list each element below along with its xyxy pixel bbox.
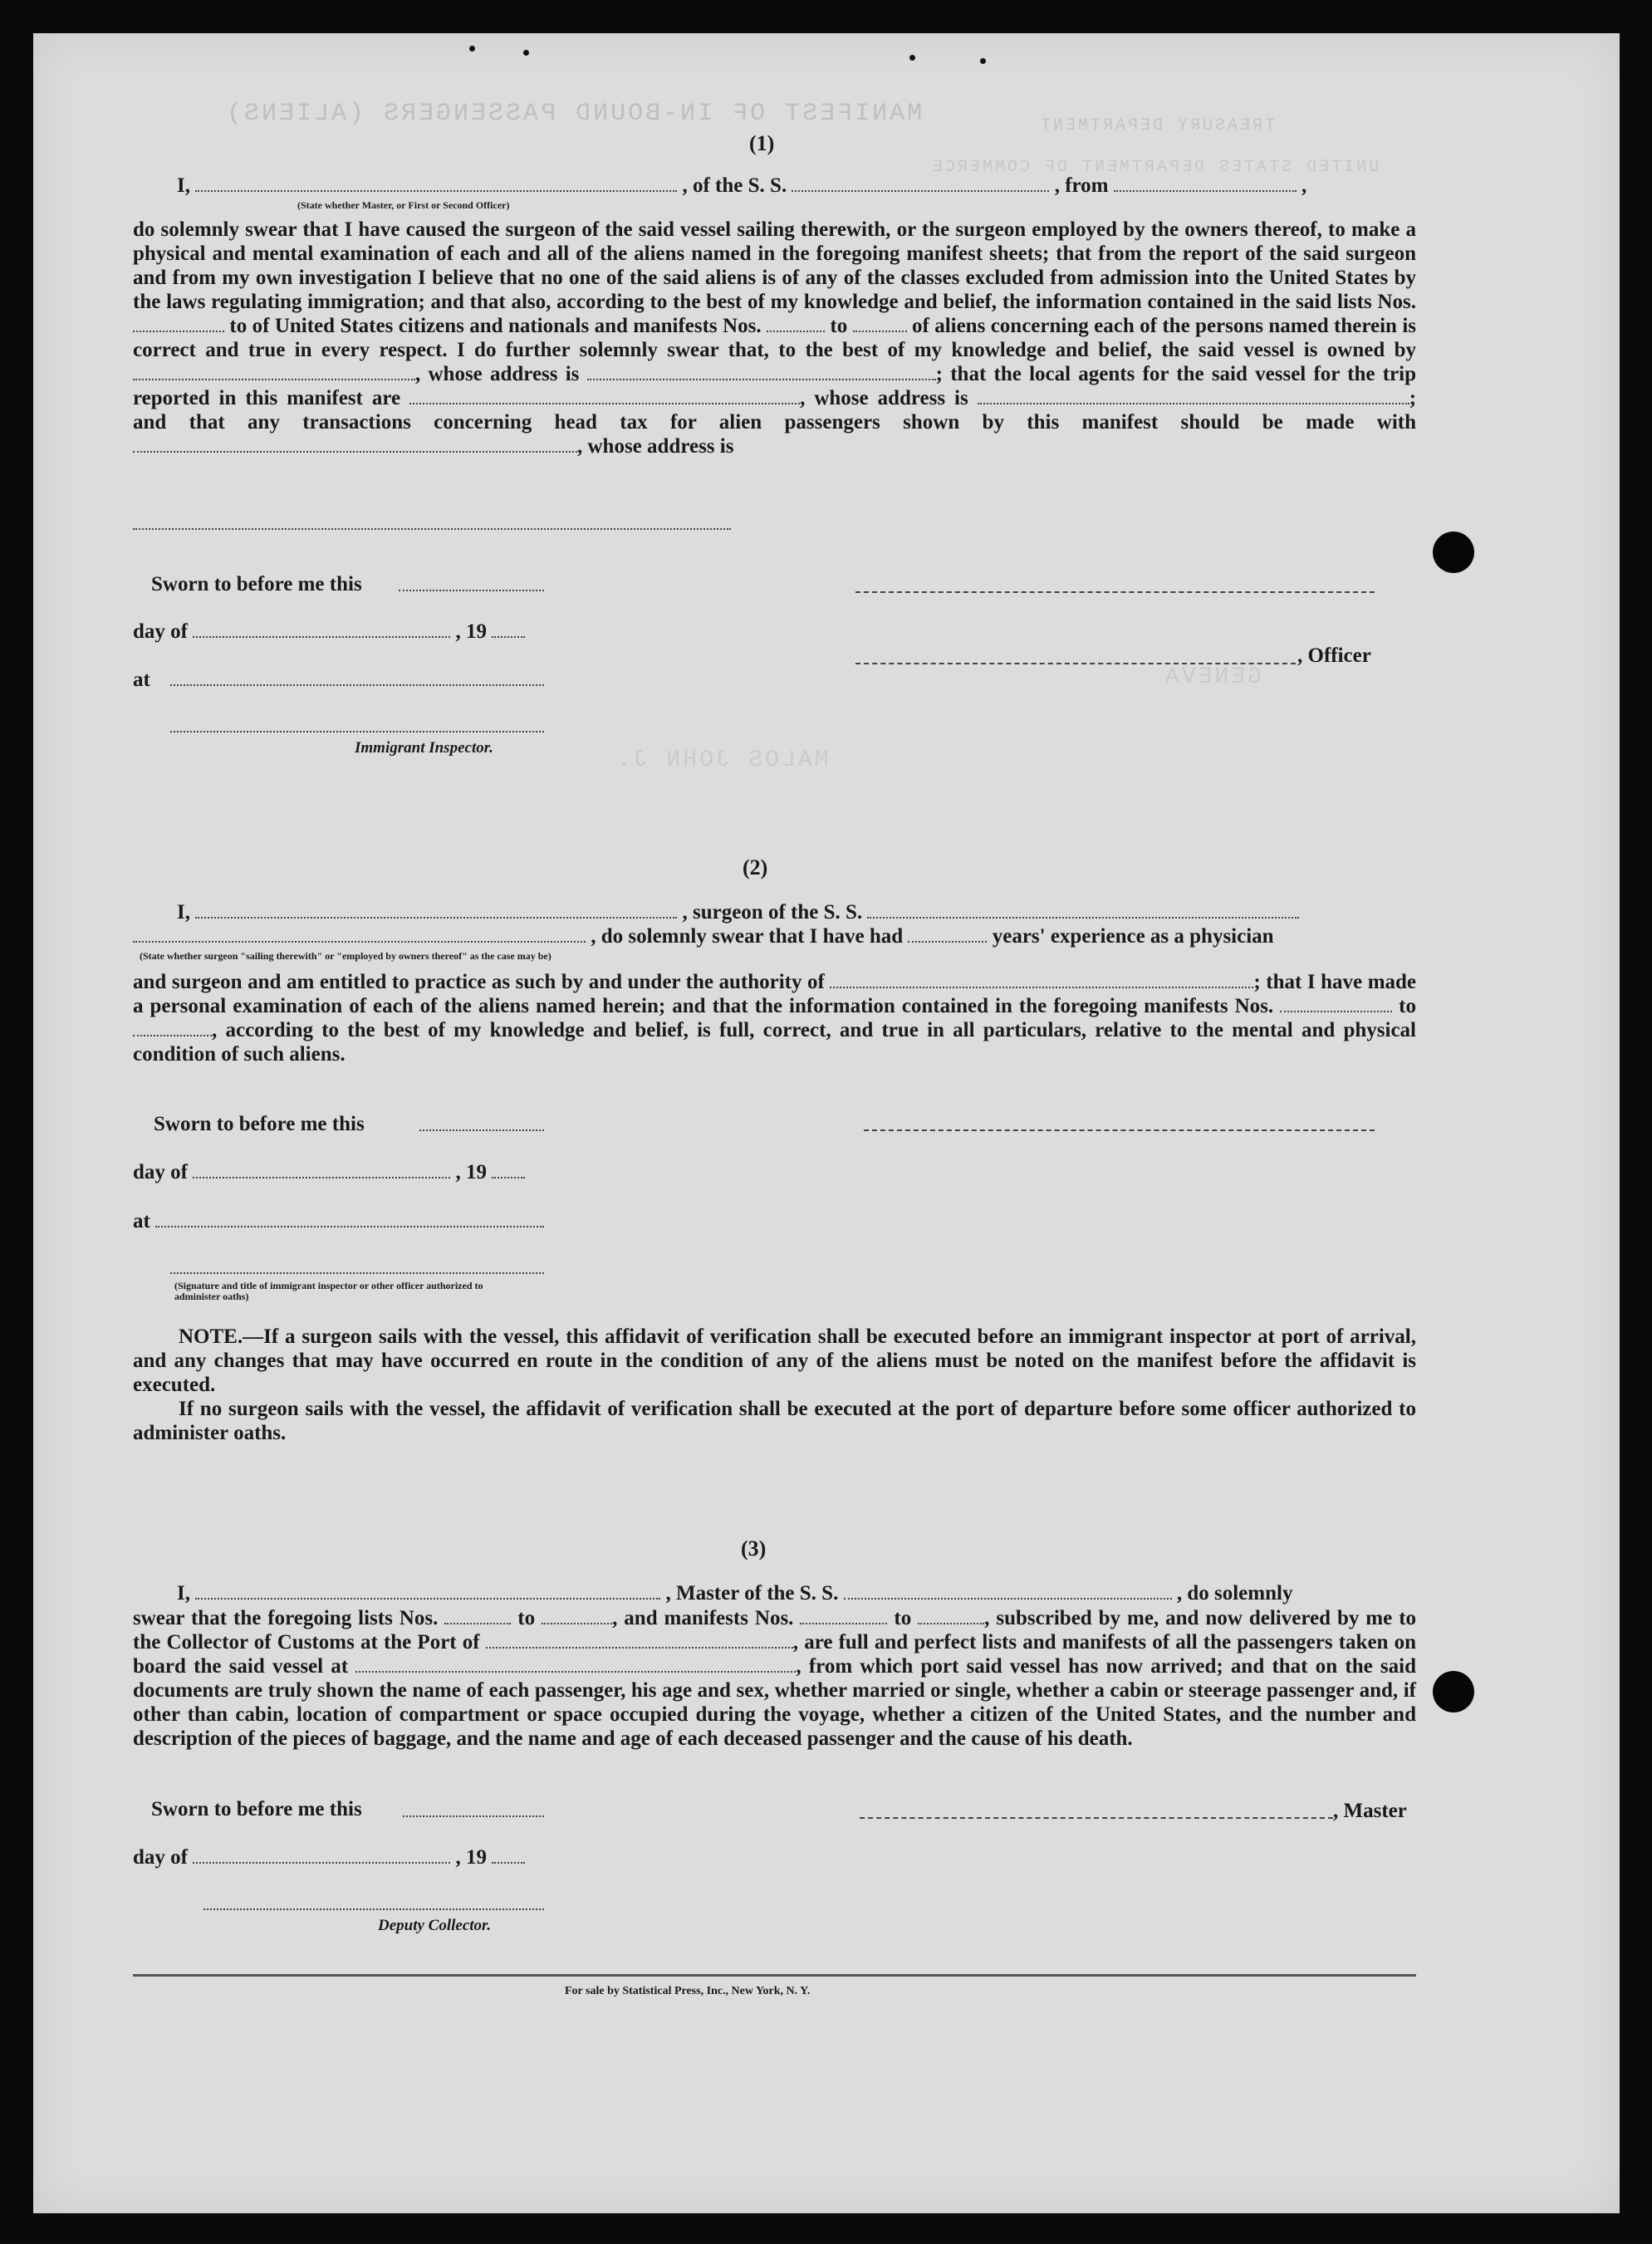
s2-sworn: Sworn to before me this bbox=[154, 1113, 365, 1135]
s1-officer-field bbox=[195, 175, 677, 192]
bleed-through: MALOS JOHN J. bbox=[615, 747, 829, 773]
s3-paragraph: swear that the foregoing lists Nos. to , and manifests Nos. to , subscribed by me, and now delivered by me to the Collector of Customs at the Port of , are full and perfect lists and manifests of all the passengers taken on board the said vessel at , from which port said vessel has now arrived; and that on the said documents are truly shown the name of each passenger, his age and sex, whether married or single, whether a cabin or steerage passenger and, if other than cabin, location of compartment or space occupied during the voyage, whether a citizen of the United States, and the number and description of the pieces of baggage, and the name and age of each deceased passenger and the cause of his death. bbox=[133, 1607, 1417, 1750]
s2-signer-hint: (Signature and title of immigrant inspector or other officer authorized to administer oaths) bbox=[174, 1280, 483, 1302]
bleed-through: MANIFEST OF IN-BOUND PASSENGERS (ALIENS) bbox=[224, 100, 923, 128]
s1-text-3: of aliens concerning each of the persons named therein is correct and true in every respect. I do further solemnly swear that, to the best of my knowledge and belief, the said vessel is owned by bbox=[133, 315, 1417, 361]
s1-whose-address-end: , whose address is bbox=[577, 435, 734, 458]
note-label: NOTE. bbox=[179, 1325, 243, 1348]
speck bbox=[980, 58, 986, 64]
s1-to-2: to bbox=[830, 315, 848, 337]
footer-rule bbox=[133, 1974, 1416, 1977]
s1-whose-address: , whose address is bbox=[415, 363, 580, 385]
s1-agents-address bbox=[978, 388, 1409, 404]
s3-lists-from bbox=[444, 1608, 511, 1624]
note-text-1: —If a surgeon sails with the vessel, this affidavit of verification shall be executed before an immigrant inspector at port of arrival, and any changes that may have occurred en route in the condition of any of the aliens must be noted on the manifest before the affidavit is executed. bbox=[133, 1325, 1416, 1396]
s1-manifest-to bbox=[853, 316, 907, 332]
s1-address-line bbox=[133, 528, 731, 530]
s3-port-departure bbox=[355, 1656, 796, 1673]
s3-ship-field bbox=[844, 1583, 1172, 1600]
speck bbox=[909, 55, 915, 61]
s2-line2: , do solemnly swear that I have had years' experience as a physician bbox=[133, 925, 1274, 948]
s1-to: to bbox=[229, 315, 248, 337]
s1-paragraph: do solemnly swear that I have caused the surgeon of the said vessel sailing therewith, or the surgeon employed by the owners thereof, to make a physical and mental examination of each and all of the aliens named in the foregoing manifest sheets; that from the report of the said surgeon and from my own investigation I believe that no one of the said aliens is of any of the classes excluded from admission into the United States by the laws regulating immigration; and that also, according to the best of my knowledge and belief, the information contained in the said lists Nos. to of United States citizens and nationals and manifests Nos. to of aliens concerning each of the persons named therein is correct and true in every respect. I do further solemnly swear that, to the best of my knowledge and belief, the said vessel is owned by , whose address is ; that the local agents for the said vessel for the trip reported in this manifest are , whose address is ; and that any transactions concerning head tax for alien passengers shown by this manifest should be made with , whose address is bbox=[133, 218, 1417, 458]
s1-at-line bbox=[170, 684, 544, 686]
s1-from: , from bbox=[1054, 174, 1109, 197]
s2-at-line bbox=[155, 1226, 544, 1227]
s3-sworn-line bbox=[403, 1815, 544, 1817]
s1-whose-address-is: whose address is bbox=[814, 387, 968, 409]
s2-to-field bbox=[133, 1020, 212, 1036]
s3-day-field bbox=[193, 1847, 450, 1864]
s2-authority-field bbox=[830, 972, 1253, 988]
note-block bbox=[133, 1325, 1416, 1445]
s2-at: at bbox=[133, 1210, 150, 1232]
s2-sig-line bbox=[864, 1129, 1375, 1131]
s1-officer-label: , Officer bbox=[1297, 644, 1371, 667]
s3-name-field bbox=[195, 1583, 660, 1600]
s2-from-field bbox=[1280, 996, 1392, 1012]
footer-imprint: For sale by Statistical Press, Inc., New York, N. Y. bbox=[565, 1985, 811, 1997]
s2-sworn-line bbox=[419, 1129, 544, 1131]
s3-port-field bbox=[486, 1632, 793, 1649]
s3-master-label: , Master bbox=[1333, 1800, 1407, 1822]
s1-i: I, bbox=[177, 174, 190, 197]
s3-day-of: day of , 19 bbox=[133, 1846, 525, 1869]
s1-day-field bbox=[193, 621, 450, 638]
s1-officer-sig-line bbox=[855, 591, 1375, 593]
s3-manifests-from bbox=[800, 1608, 887, 1624]
s1-text-1: do solemnly swear that I have caused the surgeon of the said vessel sailing therewith, or the surgeon employed by the owners thereof, to make a physical and mental examination of each and all of the aliens named in the foregoing manifest sheets; that from the report of the said surgeon and from my own investigation I believe that no one of the said aliens is of any of the classes excluded from admission into the United States by the laws regulating immigration; and that also, according to the best of my knowledge and belief, the information contained in the said lists Nos. bbox=[133, 218, 1416, 313]
s1-inspector-label: Immigrant Inspector. bbox=[355, 739, 493, 757]
s2-signature-line bbox=[170, 1272, 544, 1274]
punch-hole bbox=[1433, 1671, 1474, 1712]
note-text-2: If no surgeon sails with the vessel, the affidavit of verification shall be executed at the port of departure before some officer authorized to administer oaths. bbox=[133, 1398, 1416, 1444]
s2-year-field bbox=[492, 1162, 525, 1178]
s3-master-sig-line bbox=[860, 1817, 1333, 1819]
s2-day-of: day of , 19 bbox=[133, 1161, 525, 1184]
s1-agents-field bbox=[409, 388, 800, 404]
speck bbox=[523, 50, 529, 56]
s1-owner-field bbox=[133, 364, 415, 380]
s1-year-field bbox=[492, 621, 525, 638]
bleed-through: UNITED STATES DEPARTMENT OF COMMERCE bbox=[930, 158, 1380, 177]
manifest-page bbox=[33, 33, 1620, 2213]
s1-text-2: of United States citizens and nationals and manifests Nos. bbox=[252, 315, 762, 337]
s3-year-field bbox=[492, 1847, 525, 1864]
s1-line1: I, , of the S. S. , from , bbox=[177, 174, 1307, 197]
section-1-number: (1) bbox=[749, 131, 775, 155]
s2-name-field bbox=[195, 902, 677, 919]
s1-of-ss: , of the S. S. bbox=[682, 174, 787, 197]
section-2-number: (2) bbox=[743, 855, 768, 879]
speck bbox=[469, 46, 475, 51]
s1-master-hint: (State whether Master, or First or Second Officer) bbox=[297, 199, 510, 211]
s2-line1: I, , surgeon of the S. S. bbox=[177, 901, 1299, 924]
s2-day-field bbox=[193, 1162, 450, 1178]
s1-lists-from bbox=[133, 316, 224, 332]
s1-text-4: that the local agents for the said vessel for the trip reported in this manifest are bbox=[133, 363, 1416, 409]
s3-collector-label: Deputy Collector. bbox=[378, 1917, 492, 1934]
s1-ship-field bbox=[792, 175, 1049, 192]
s2-ship-field bbox=[867, 902, 1299, 919]
s3-lists-to bbox=[542, 1608, 612, 1624]
bleed-through: TREASURY DEPARTMENT bbox=[1038, 116, 1276, 135]
s3-manifests-to bbox=[918, 1608, 984, 1624]
s1-from-field bbox=[1114, 175, 1297, 192]
s3-collector-line bbox=[203, 1908, 544, 1910]
s1-officer-line-2 bbox=[855, 663, 1296, 664]
s1-headtax-field bbox=[133, 436, 577, 453]
s1-text-5: ; and that any transactions concerning head tax for alien passengers shown by this manifest should be made with bbox=[133, 387, 1417, 434]
s2-capacity-field bbox=[133, 926, 586, 943]
s3-sworn: Sworn to before me this bbox=[151, 1798, 362, 1820]
s2-paragraph: and surgeon and am entitled to practice as such by and under the authority of ; that I have made a personal examination of each of the aliens named herein; and that the information contained in the foregoing manifests Nos. to , according to the best of my knowledge and belief, is full, correct, and true in all particulars, relative to the mental and physical condition of such aliens. bbox=[133, 971, 1417, 1066]
s1-day-of: day of , 19 bbox=[133, 620, 525, 644]
section-3-number: (3) bbox=[741, 1536, 767, 1561]
bleed-through: GENEVA bbox=[1163, 664, 1262, 690]
punch-hole bbox=[1433, 532, 1474, 573]
s1-sworn: Sworn to before me this bbox=[151, 573, 362, 595]
s1-sworn-line bbox=[399, 590, 544, 591]
s1-owner-address bbox=[587, 364, 936, 380]
s1-inspector-line bbox=[170, 731, 544, 732]
s1-at: at bbox=[133, 669, 150, 691]
s2-hint: (State whether surgeon "sailing therewith" or "employed by owners thereof" as the case may be) bbox=[140, 950, 551, 962]
s1-manifest-from bbox=[767, 316, 825, 332]
s3-line1: I, , Master of the S. S. , do solemnly bbox=[177, 1582, 1293, 1605]
s2-years-field bbox=[908, 926, 987, 943]
